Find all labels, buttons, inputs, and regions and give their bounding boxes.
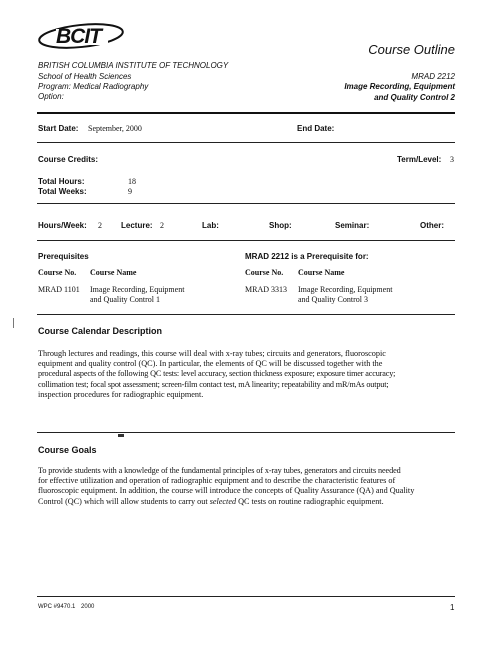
divider [37, 240, 455, 241]
term-level-value: 3 [450, 155, 454, 164]
start-date-label: Start Date: [38, 124, 79, 133]
goals-line: To provide students with a knowledge of the fundamental principles of x-ray tubes, generators and circuits needed [38, 466, 401, 475]
doc-type-title: Course Outline [368, 42, 455, 57]
term-level-label: Term/Level: [397, 155, 442, 164]
course-credits-label: Course Credits: [38, 155, 99, 164]
course-title-line2: and Quality Control 2 [374, 93, 455, 102]
course-goals-title: Course Goals [38, 445, 97, 455]
goals-emphasis: selected [209, 496, 237, 506]
shop-label: Shop: [269, 221, 292, 230]
end-date-label: End Date: [297, 124, 335, 133]
bcit-logo [34, 20, 126, 60]
margin-mark [13, 318, 16, 328]
prerequisite-for-title: MRAD 2212 is a Prerequisite for: [245, 252, 369, 261]
description-line: inspection procedures for radiographic equipment. [38, 389, 204, 399]
form-number [38, 604, 94, 610]
form-number-text: WPC #9470.1 [38, 604, 76, 610]
prereq-for-course-name-line2: and Quality Control 3 [298, 295, 368, 304]
school-name: School of Health Sciences [38, 72, 132, 81]
prereq-course-name-line2: and Quality Control 1 [90, 295, 160, 304]
description-line: collimation test; focal spot assessment; screen-film contact test, mA linearity; repeatability and mR/mAs output; [38, 379, 389, 389]
divider [37, 112, 455, 114]
course-description-text [38, 349, 456, 400]
total-hours-value: 18 [128, 177, 136, 186]
program-name: Program: Medical Radiography [38, 82, 149, 91]
course-goals-text [38, 466, 456, 507]
prerequisites-title: Prerequisites [38, 252, 89, 261]
description-line: procedural aspects of the following QC tests: level accuracy, section thickness exposure; exposure timer accuracy; [38, 369, 396, 379]
divider [37, 203, 455, 204]
total-weeks-label: Total Weeks: [38, 187, 87, 196]
lecture-label: Lecture: [121, 221, 153, 230]
prereq-col-course-no: Course No. [38, 268, 77, 277]
footer-divider [37, 596, 455, 597]
course-description-title: Course Calendar Description [38, 326, 163, 336]
other-label: Other: [420, 221, 444, 230]
goals-line: for effective utilization and operation of radiographic equipment and to describe the characteristic features of [38, 476, 396, 486]
course-title-line1: Image Recording, Equipment [344, 82, 455, 91]
goals-line-text: QC tests on routine radiographic equipment. [236, 496, 384, 506]
prereq-col-course-name: Course Name [90, 268, 137, 277]
institute-name: BRITISH COLUMBIA INSTITUTE OF TECHNOLOGY [38, 61, 229, 70]
seminar-label: Seminar: [335, 221, 370, 230]
prereq-for-course-name-line1: Image Recording, Equipment [298, 285, 393, 294]
option-label: Option: [38, 92, 64, 101]
goals-line: fluoroscopic equipment. In addition, the course will introduce the concepts of Quality Assurance (QA) and Quality [38, 486, 415, 496]
description-line: Through lectures and readings, this course will deal with x-ray tubes; circuits and generators, fluoroscopic [38, 349, 386, 358]
lab-label: Lab: [202, 221, 219, 230]
goals-line [38, 497, 456, 507]
logo-text: BCIT [56, 25, 101, 48]
total-hours-label: Total Hours: [38, 177, 85, 186]
description-line: equipment and quality control (QC). In particular, the elements of QC will be discussed together with the [38, 359, 383, 369]
lecture-value: 2 [160, 221, 164, 230]
prereq-for-course-no: MRAD 3313 [245, 285, 288, 294]
prereq-course-name-line1: Image Recording, Equipment [90, 285, 185, 294]
prereq-for-col-course-name: Course Name [298, 268, 345, 277]
stray-mark [118, 434, 124, 437]
course-code: MRAD 2212 [411, 72, 455, 81]
divider [37, 432, 455, 433]
form-year: 2000 [81, 604, 95, 610]
hours-week-value: 2 [98, 221, 102, 230]
prereq-for-col-course-no: Course No. [245, 268, 284, 277]
prereq-course-no: MRAD 1101 [38, 285, 80, 294]
page-number: 1 [450, 603, 455, 612]
divider [37, 142, 455, 143]
goals-line-text: Control (QC) which will allow students to carry out [38, 496, 210, 506]
total-weeks-value: 9 [128, 187, 132, 196]
divider [37, 314, 455, 315]
hours-week-label: Hours/Week: [38, 221, 87, 230]
start-date-value: September, 2000 [88, 124, 142, 133]
